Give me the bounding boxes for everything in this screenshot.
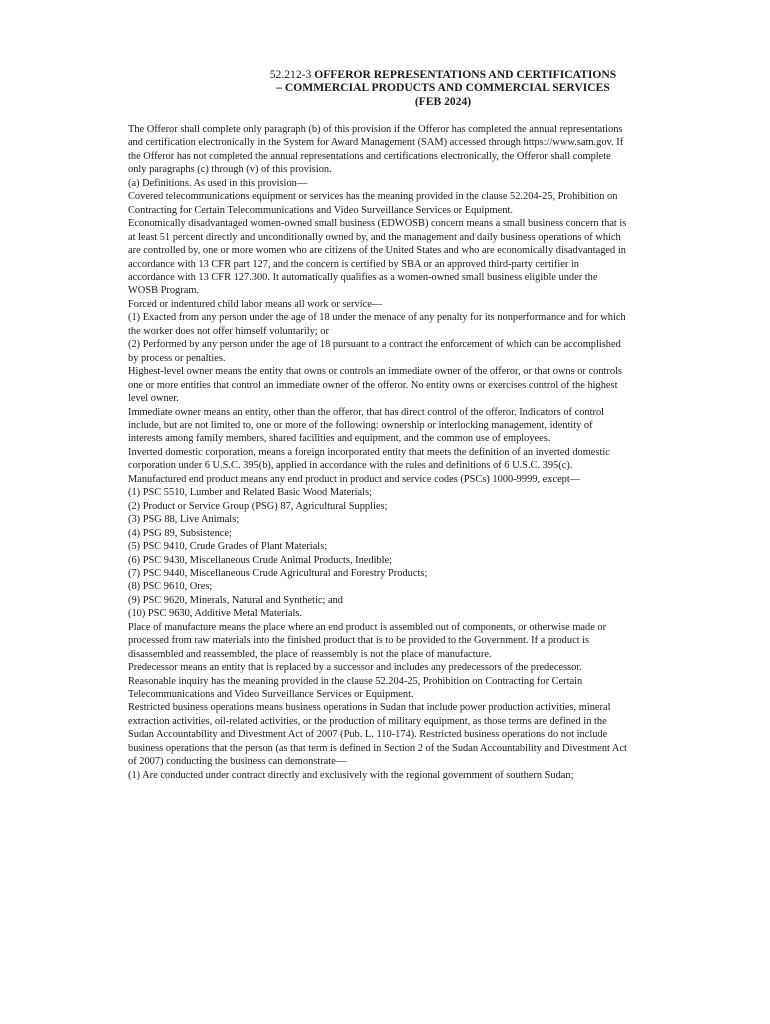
provision-body bbox=[128, 123, 628, 782]
paragraph: The Offeror shall complete only paragraph (b) of this provision if the Offeror has completed the annual representations and certification electronically in the System for Award Management (SAM) accessed through https://www.sam.gov. If the Offeror has not completed the annual representations and certifications electronically, the Offeror shall complete only paragraphs (c) through (v) of this provision. bbox=[128, 124, 624, 176]
paragraph: Economically disadvantaged women-owned small business (EDWOSB) concern means a small business concern that is at least 51 percent directly and unconditionally owned by, and the management and daily business operations of which are controlled by, one or more women who are citizens of the United States and who are economically disadvantaged in accordance with 13 CFR part 127, and the concern is certified by SBA or an approved third-party certifier in accordance with 13 CFR 127.300. It automatically qualifies as a women-owned small business eligible under the WOSB Program. bbox=[128, 218, 627, 297]
paragraph: (9) PSC 9620, Minerals, Natural and Synthetic; and bbox=[128, 594, 343, 606]
paragraph: Highest-level owner means the entity that owns or controls an immediate owner of the offeror, or that owns or controls one or more entities that control an immediate owner of the offeror. No entity owns or exercises control of the highest level owner. bbox=[128, 366, 622, 405]
paragraph: (10) PSC 9630, Additive Metal Materials. bbox=[128, 608, 303, 620]
paragraph: (5) PSC 9410, Crude Grades of Plant Materials; bbox=[128, 541, 328, 553]
paragraph: (8) PSC 9610, Ores; bbox=[128, 581, 213, 593]
paragraph: (1) Are conducted under contract directly and exclusively with the regional government of southern Sudan; bbox=[128, 769, 574, 781]
paragraph: Immediate owner means an entity, other than the offeror, that has direct control of the offeror. Indicators of control include, but are not limited to, one or more of the following: ownership or interlocking management, identity of interests among family members, shared facilities and equipment, and the common use of employees. bbox=[128, 406, 605, 445]
provision-date: (FEB 2024) bbox=[414, 94, 472, 108]
paragraph: Forced or indentured child labor means all work or service— bbox=[128, 298, 383, 310]
title-line-1 bbox=[128, 68, 758, 81]
paragraph: Manufactured end product means any end product in product and service codes (PSCs) 1000-9999, except— bbox=[128, 473, 581, 485]
paragraph: (1) Exacted from any person under the age of 18 under the menace of any penalty for its nonperformance and for which the worker does not offer himself voluntarily; or bbox=[128, 312, 626, 337]
paragraph: (a) Definitions. As used in this provision— bbox=[128, 177, 308, 189]
paragraph: (6) PSC 9430, Miscellaneous Crude Animal Products, Inedible; bbox=[128, 554, 393, 566]
provision-heading: OFFEROR REPRESENTATIONS AND CERTIFICATIONS bbox=[314, 68, 617, 81]
title-line-3 bbox=[128, 95, 758, 108]
paragraph: Predecessor means an entity that is replaced by a successor and includes any predecessors of the predecessor. bbox=[128, 662, 582, 674]
paragraph: (3) PSG 88, Live Animals; bbox=[128, 514, 240, 526]
paragraph: Inverted domestic corporation, means a foreign incorporated entity that meets the definition of an inverted domestic corporation under 6 U.S.C. 395(b), applied in accordance with the rules and definitions of 6 U.S.C. 395(c). bbox=[128, 446, 610, 472]
provision-number: 52.212-3 bbox=[269, 68, 312, 81]
paragraph: (2) Product or Service Group (PSG) 87, Agricultural Supplies; bbox=[128, 500, 388, 512]
paragraph: (7) PSC 9440, Miscellaneous Crude Agricultural and Forestry Products; bbox=[128, 567, 428, 579]
paragraph: (1) PSC 5510, Lumber and Related Basic Wood Materials; bbox=[128, 487, 372, 499]
paragraph: Reasonable inquiry has the meaning provided in the clause 52.204-25, Prohibition on Contracting for Certain Telecommunications and Video Surveillance Services or Equipment. bbox=[128, 675, 583, 701]
paragraph: (4) PSG 89, Subsistence; bbox=[128, 527, 232, 539]
provision-title bbox=[128, 68, 758, 108]
paragraph: (2) Performed by any person under the age of 18 pursuant to a contract the enforcement of which can be accomplished by process or penalties. bbox=[128, 339, 621, 364]
paragraph: Place of manufacture means the place where an end product is assembled out of components, or otherwise made or processed from raw materials into the finished product that is to be provided to the Government. If a product is disassembled and reassembled, the place of reassembly is not the place of manufacture. bbox=[128, 621, 607, 660]
paragraph: Covered telecommunications equipment or services has the meaning provided in the clause 52.204-25, Prohibition on Contracting for Certain Telecommunications and Video Surveillance Services or Equipment. bbox=[128, 191, 618, 216]
title-line-2: – COMMERCIAL PRODUCTS AND COMMERCIAL SERVICES bbox=[276, 81, 610, 95]
paragraph: Restricted business operations means business operations in Sudan that include power production activities, mineral extraction activities, oil-related activities, or the production of military equipment, as those terms are defined in the Sudan Accountability and Divestment Act of 2007 (Pub. L. 110-174). Restricted business operations do not include business operations that the person (as that term is defined in Section 2 of the Sudan Accountability and Divestment Act of 2007) conducting the business can demonstrate— bbox=[128, 702, 627, 768]
